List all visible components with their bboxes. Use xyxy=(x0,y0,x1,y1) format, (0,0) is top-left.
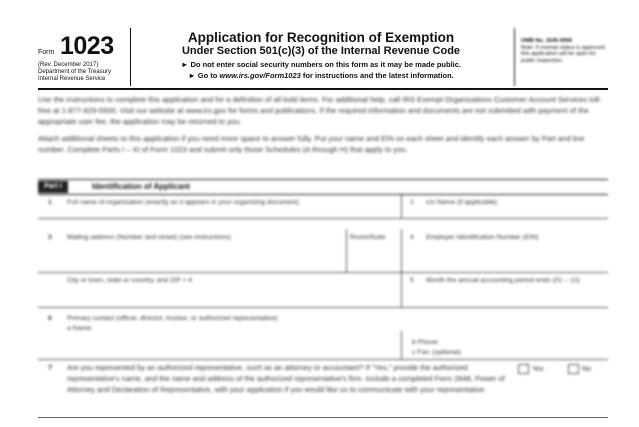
city-state-zip-field[interactable]: City or town, state or country, and ZIP + 4 xyxy=(67,277,192,284)
line-number: 4 xyxy=(410,234,414,241)
form-row-city xyxy=(38,272,608,308)
part-badge: Part I xyxy=(38,181,68,193)
line-number: 2 xyxy=(410,199,414,206)
column-divider xyxy=(401,331,402,359)
primary-contact-name-field[interactable]: a Name: xyxy=(67,325,93,332)
ein-field[interactable]: Employer Identification Number (EIN) xyxy=(426,234,539,241)
form-row-3 xyxy=(38,229,608,273)
form-row-6 xyxy=(38,307,608,360)
part-title: Identification of Applicant xyxy=(92,182,190,191)
primary-contact-label: Primary contact (officer, director, trustee, or authorized representative) xyxy=(67,315,278,322)
no-label: No xyxy=(582,366,591,373)
form-word: Form xyxy=(38,49,55,56)
intro-text xyxy=(38,94,608,161)
form-revision-block xyxy=(38,62,130,83)
org-name-field[interactable]: Full name of organization (exactly as it appears in your organizing document) xyxy=(67,199,299,206)
form-title: Application for Recognition of Exemption xyxy=(187,30,455,45)
no-checkbox[interactable] xyxy=(568,364,591,375)
instructions-note xyxy=(134,71,508,80)
revision-date: (Rev. December 2017) xyxy=(38,62,99,68)
part-1-header xyxy=(38,179,608,195)
room-suite-field[interactable]: Room/Suite xyxy=(350,234,386,241)
yes-label: Yes xyxy=(532,366,544,373)
bottom-rule xyxy=(38,417,608,418)
form-title-block xyxy=(134,30,508,80)
yes-checkbox[interactable] xyxy=(518,364,543,375)
accounting-period-field[interactable]: Month the annual accounting period ends (01 – 12) xyxy=(426,277,580,284)
phone-field[interactable]: b Phone: xyxy=(412,339,440,346)
line-number: 1 xyxy=(48,199,52,206)
column-divider xyxy=(401,194,402,218)
checkbox-box[interactable] xyxy=(518,364,529,374)
instructions-suffix: for instructions and the latest information. xyxy=(300,71,454,80)
column-divider xyxy=(346,229,347,272)
checkbox-box[interactable] xyxy=(568,364,579,374)
column-divider xyxy=(401,272,402,307)
ssn-warning: ► Do not enter social security numbers on this form as it may be made public. xyxy=(181,60,461,69)
line-number: 7 xyxy=(48,363,53,372)
line-number: 3 xyxy=(48,234,52,241)
department-name: Department of the Treasury xyxy=(38,69,112,75)
line-number: 5 xyxy=(410,277,414,284)
mailing-address-field[interactable]: Mailing address (Number and street) (see instructions) xyxy=(67,234,231,241)
form-id-block xyxy=(38,28,131,86)
form-subtitle: Under Section 501(c)(3) of the Internal Revenue Code xyxy=(181,45,461,57)
line-number: 6 xyxy=(48,315,52,322)
omb-number: OMB No. 1545-0056 xyxy=(521,38,573,44)
omb-block xyxy=(514,28,609,86)
question-7-text: Are you represented by an authorized representative, such as an attorney or accountant? If "Yes," provide the authorized representative's name, and the name and address of the authorized representative's firm. Include a completed Form 2848, Power of Attorney and Declaration of Representative, with your application if you would like us to communicate with your representative. xyxy=(67,363,505,394)
form-row-1 xyxy=(38,194,608,219)
column-divider xyxy=(401,229,402,272)
form-header xyxy=(38,28,608,90)
fax-field[interactable]: c Fax: (optional) xyxy=(412,349,461,356)
intro-paragraph-2: Attach additional sheets to this application if you need more space to answer fully. Put your name and EIN on each sheet and identify each answer by Part and line number. Complete Parts I – XI of Form 1023 and submit only those Schedules (A through H) that apply to you. xyxy=(38,134,585,154)
omb-note: Note: If exempt status is approved, this application will be open for public inspection. xyxy=(521,44,606,64)
instructions-prefix: ► Go to xyxy=(188,71,220,80)
instructions-link[interactable]: www.irs.gov/Form1023 xyxy=(219,71,301,80)
care-of-field[interactable]: c/o Name (if applicable) xyxy=(426,199,498,206)
form-number: 1023 xyxy=(60,32,114,60)
service-name: Internal Revenue Service xyxy=(38,76,106,82)
intro-paragraph-1: Use the instructions to complete this application and for a definition of all bold items. For additional help, call IRS Exempt Organizations Customer Account Services toll-free at 1-877-829-5500. Visit our website at www.irs.gov for forms and publications. If the required information and documents are not submitted with payment of the appropriate user fee, the application may be returned to you. xyxy=(38,95,602,126)
